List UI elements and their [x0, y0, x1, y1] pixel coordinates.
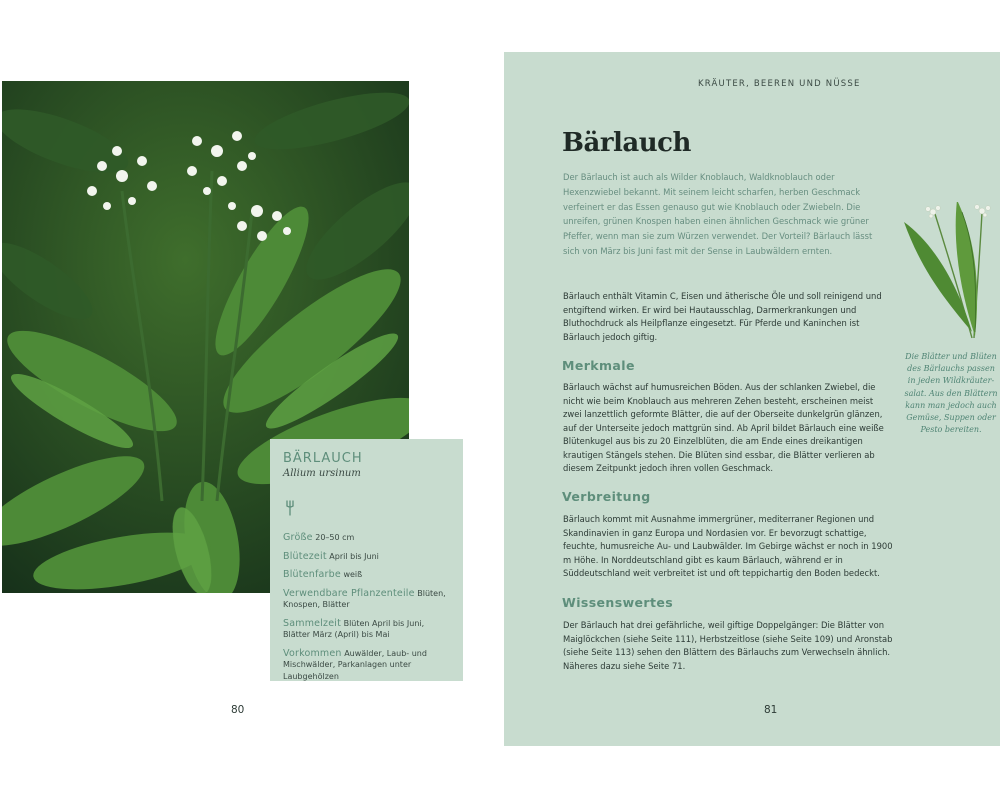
- chapter-header: KRÄUTER, BEEREN UND NÜSSE: [698, 79, 861, 89]
- fact-label: Größe: [283, 532, 313, 543]
- fact-occurrence: [283, 648, 451, 683]
- fact-size: [283, 532, 451, 544]
- section-text-merkmale: Bärlauch wächst auf humusreichen Böden. Aus der schlanken Zwiebel, die nicht wie beim Knoblauch aus mehreren Zehen besteht, erscheinen meist zwei lanzettlich geformte Blätter, die auf der Oberseite dunkelgrün glänzen, auf der Unterseite jedoch mattgrün sind. Ab April bildet Bärlauch eine weiße Blütenkugel aus bis zu 20 Einzelblüten, die am Ende eines dreikantigen krautigen Stängels stehen. Die Blüten sind essbar, die Blätter verlieren ab diesem Zeitpunkt jedoch ihren vollen Geschmack.: [563, 382, 884, 473]
- section-heading-verbreitung: Verbreitung: [562, 489, 651, 504]
- section-text-wissenswertes: Der Bärlauch hat drei gefährliche, weil giftige Doppelgänger: Die Blätter von Maiglöckchen (siehe Seite 111), Herbstzeitlose (siehe Seite 109) und Aronstab (siehe Seite 113) sehen den Blättern des Bärlauchs zum Verwechseln ähnlich. Näheres dazu siehe Seite 71.: [563, 620, 893, 671]
- fact-label: Blütezeit: [283, 550, 327, 562]
- intro-text: Der Bärlauch ist auch als Wilder Knoblauch, Waldknoblauch oder Hexenzwiebel bekannt. Mit seinem leicht scharfen, herben Geschmack verfeinert er das Essen genauso gut wie Knoblauch oder Zwiebeln. Die unreifen, grünen Knospen haben einen ähnlichen Geschmack wie grüner Pfeffer, wenn man sie zum Würzen verwendet. Der Vorteil? Bärlauch lässt sich von März bis Juni fast mit der Sense in Laubwäldern ernten.: [563, 172, 873, 256]
- fact-bloom-time: [283, 551, 451, 563]
- fact-value: 20–50 cm: [315, 533, 355, 542]
- fact-value: Auwälder, Laub- und Mischwälder, Parkanlagen unter Laubgehölzen: [283, 648, 427, 681]
- fact-value: weiß: [343, 570, 363, 579]
- body-paragraph: Bärlauch enthält Vitamin C, Eisen und ätherische Öle und soll reinigend und entgiftend wirken. Er wird bei Hautausschlag, Darmerkrankungen und Bluthochdruck als Heilpflanze eingesetzt. Für Pferde und Kaninchen ist Bärlauch jedoch giftig.: [563, 291, 882, 342]
- latin-name: Allium ursinum: [283, 468, 361, 479]
- fact-bloom-color: [283, 569, 451, 581]
- fact-value: Blüten, Knospen, Blätter: [283, 588, 446, 609]
- fact-value: April bis Juni: [329, 551, 379, 561]
- fact-label: Sammelzeit: [283, 617, 342, 629]
- section-text-verbreitung: Bärlauch kommt mit Ausnahme immergrüner, mediterraner Regionen und Skandinavien in ganz Europa und Nordasien vor. Er bevorzugt schattige, feuchte, humusreiche Au- und Laubwälder. Im Gebirge wächst er noch in 1900 m Höhe. In Norddeutschland gibt es kaum Bärlauch, während er in Süddeutschland weit verbreitet ist und oft teppichartig den Boden bedeckt.: [563, 514, 893, 578]
- section-heading-wissenswertes: Wissenswertes: [562, 595, 674, 610]
- fact-label: Verwendbare Pflanzenteile: [283, 587, 415, 599]
- plant-fact-box: [270, 439, 463, 681]
- right-page: [504, 52, 1000, 746]
- fact-label: Blütenfarbe: [283, 569, 341, 580]
- section-heading-merkmale: Merkmale: [562, 358, 635, 373]
- page-title: Bärlauch: [562, 128, 691, 158]
- fact-harvest-time: [283, 618, 451, 641]
- fact-value: Blüten April bis Juni, Blätter März (April) bis Mai: [283, 618, 425, 639]
- wild-garlic-illustration: [902, 202, 1000, 340]
- illustration-caption: Die Blätter und Blüten des Bärlauchs passen in jeden Wildkräutersalat. Aus den Blättern kann man jedoch auch Gemüse, Suppen oder Pesto bereiten.: [904, 352, 998, 435]
- page-number-left: 80: [231, 704, 245, 716]
- page-number-right: 81: [764, 704, 778, 716]
- fork-icon: [284, 500, 296, 516]
- fact-usable-parts: [283, 588, 451, 611]
- fact-label: Vorkommen: [283, 647, 342, 659]
- fact-box-title: BÄRLAUCH: [283, 451, 363, 466]
